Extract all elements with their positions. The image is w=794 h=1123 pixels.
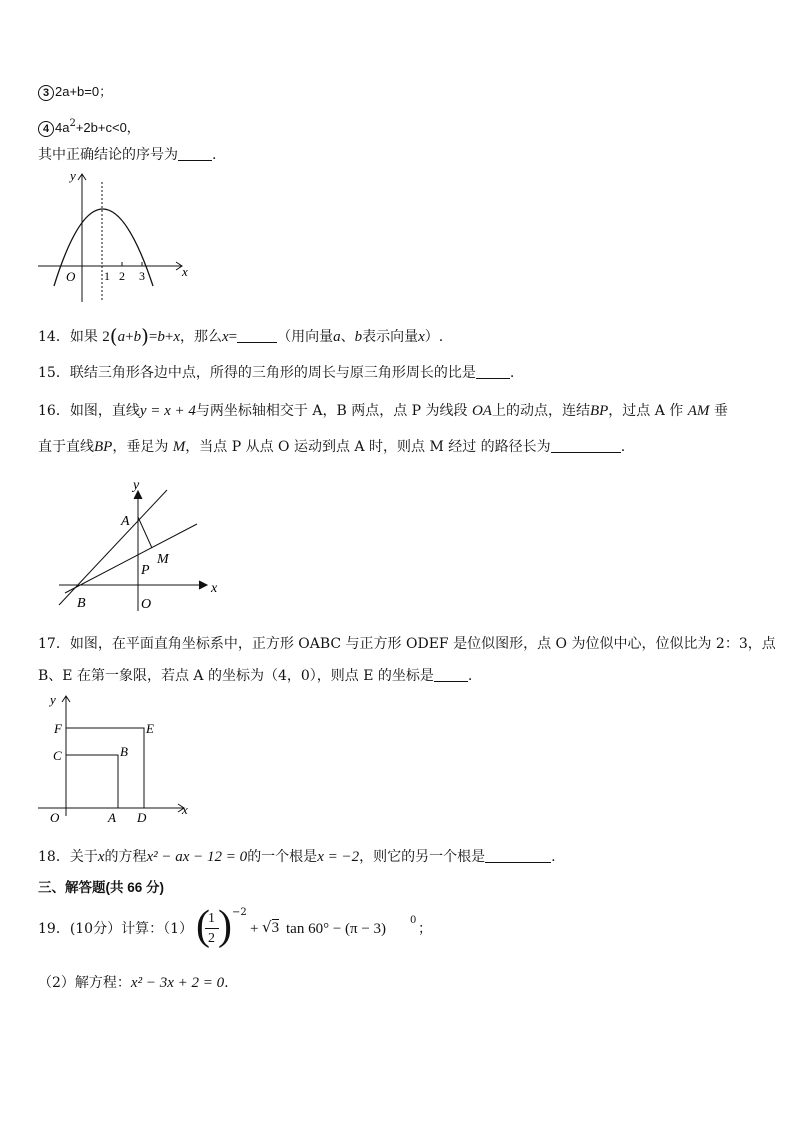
q16-text: ，当点 P 从点 O 运动到点 A 时，则点 M 经过 的路径长为	[185, 439, 551, 455]
question-17-line1	[38, 635, 776, 653]
period: .	[224, 975, 229, 991]
item-3-text: 2a+b=0；	[55, 84, 113, 99]
q16-am: AM	[687, 403, 710, 419]
left-paren: (	[196, 903, 210, 949]
question-15	[38, 364, 514, 382]
square-oabc	[66, 755, 118, 808]
q14-coef: 2	[102, 329, 110, 345]
x-label: x	[211, 581, 218, 596]
q16-text: 上的动点，连结	[491, 403, 590, 419]
item-4-text-a: 4a	[55, 120, 70, 135]
line-bp	[65, 524, 197, 593]
q14-eq2: =	[228, 329, 238, 345]
question-14	[38, 324, 444, 348]
x-axis-arrow	[199, 581, 207, 589]
circled-number: 4	[38, 121, 54, 137]
q14-tail: 表示向量	[362, 329, 419, 345]
q14-paren: （用向量	[277, 329, 334, 345]
line-figure	[55, 475, 225, 615]
q16-text: 与两坐标轴相交于 A，B 两点，点 P 为线段	[195, 403, 468, 419]
vec-b3: b	[354, 329, 363, 345]
period: .	[551, 849, 556, 865]
q19-text: 19．(10分）计算：（1）	[38, 921, 193, 937]
q18-equation: x² − ax − 12 = 0	[146, 849, 248, 865]
answer-blank	[476, 364, 510, 379]
vec-x3: x	[418, 329, 425, 345]
point-e-label: E	[146, 721, 154, 736]
exponent-0: 0	[410, 915, 417, 926]
origin-label: O	[66, 269, 76, 284]
y-label: y	[70, 168, 76, 183]
answer-blank	[485, 848, 551, 863]
period: .	[467, 668, 473, 684]
q14-plus2: +	[164, 329, 174, 345]
q18-text: 的一个根是	[247, 849, 318, 865]
point-p-label: P	[141, 563, 150, 578]
q14-sep: 、	[340, 329, 355, 345]
q14-then: ，那么	[179, 329, 222, 345]
origin-label: O	[50, 810, 60, 825]
q16-oa: OA	[471, 403, 492, 419]
circled-number: 3	[38, 85, 54, 101]
vec-b2: b	[157, 329, 165, 345]
tick-label-3: 3	[139, 269, 145, 283]
q15-text: 15．联结三角形各边中点，所得的三角形的周长与原三角形周长的比是	[38, 365, 476, 381]
q17-text: 17．如图，在平面直角坐标系中，正方形 OABC 与正方形 ODEF 是位似图形，点 O 为位似中心，位似比为 2：3，点	[38, 636, 776, 652]
q14-plus: +	[125, 329, 134, 345]
q18-text: ，则它的另一个根是	[359, 849, 486, 865]
section-title: 三、解答题(共 66 分)	[38, 880, 165, 895]
exponent-neg2: −2	[232, 907, 247, 918]
question-17-line2	[38, 667, 472, 685]
fraction-denominator: 2	[208, 931, 215, 946]
answer-blank	[237, 328, 277, 343]
q16-equation: y = x + 4	[139, 403, 196, 419]
q16-text: 16．如图，直线	[38, 403, 140, 419]
q16-text: ，垂足为	[112, 439, 169, 455]
q14-lparen: (	[109, 324, 118, 348]
question-16-line1	[38, 402, 728, 420]
item-4-sup: 2	[69, 118, 76, 129]
q16-m: M	[172, 439, 186, 455]
fraction-group	[196, 903, 232, 952]
period: .	[620, 439, 626, 455]
vec-a: a	[117, 329, 126, 345]
q16-text: ，过点 A 作	[608, 403, 684, 419]
sqrt-sign: √3	[262, 918, 280, 936]
origin-label: O	[141, 597, 152, 612]
q14-rparen: )	[141, 324, 149, 348]
answer-blank	[178, 146, 212, 161]
period: .	[212, 147, 217, 163]
item-4	[38, 115, 140, 137]
point-f-label: F	[54, 721, 62, 736]
q14-close: ）.	[424, 329, 444, 345]
semicolon: ；	[418, 921, 432, 937]
right-paren: )	[218, 903, 232, 949]
q19-expression: tan 60° − (π − 3)	[286, 921, 387, 937]
parabola-figure	[36, 168, 196, 310]
y-label: y	[133, 478, 140, 493]
question-16-line2	[38, 438, 625, 456]
q16-bp2: BP	[94, 439, 113, 455]
point-a-label: A	[108, 810, 116, 825]
segment-am	[138, 517, 152, 548]
q18-root: x = −2	[317, 849, 360, 865]
q19b-equation: x² − 3x + 2 = 0	[130, 975, 225, 991]
plus-sign: +	[250, 921, 259, 937]
point-b-label: B	[77, 596, 86, 611]
item-3	[38, 83, 112, 101]
answer-blank	[434, 667, 468, 682]
q14-lead: 14．如果	[38, 329, 98, 345]
conclusion-line	[38, 146, 216, 164]
point-b-label: B	[120, 744, 128, 759]
vec-x: x	[173, 329, 180, 345]
point-c-label: C	[53, 748, 62, 763]
point-m-label: M	[157, 552, 169, 567]
conclusion-text: 其中正确结论的序号为	[38, 147, 178, 163]
fraction-numerator: 1	[208, 911, 215, 926]
x-label: x	[182, 264, 188, 279]
sqrt-radicand: 3	[271, 920, 280, 936]
vec-x2: x	[221, 329, 229, 345]
q17-text: B、E 在第一象限，若点 A 的坐标为（4，0），则点 E 的坐标是	[38, 668, 434, 684]
tick-label-1: 1	[104, 269, 110, 283]
tick-label-2: 2	[119, 269, 125, 283]
y-label: y	[50, 692, 56, 707]
question-19-part2	[38, 974, 229, 992]
point-d-label: D	[137, 810, 147, 825]
q14-eq: =	[148, 329, 158, 345]
x-label: x	[182, 802, 188, 817]
q18-text: 的方程	[104, 849, 147, 865]
period: .	[509, 365, 515, 381]
item-4-text-b: +2b+c<0，	[75, 120, 140, 135]
fraction-bar	[205, 928, 219, 929]
vec-b: b	[133, 329, 142, 345]
q19b-text: （2）解方程：	[38, 975, 131, 991]
q16-bp: BP	[589, 403, 609, 419]
squares-figure	[36, 690, 196, 826]
point-a-label: A	[121, 514, 130, 529]
q18-text: 18．关于	[38, 849, 98, 865]
q18-x: x	[97, 849, 105, 865]
q16-text: 直于直线	[38, 439, 94, 455]
question-18	[38, 848, 556, 866]
q16-text: 垂	[713, 403, 728, 419]
vec-a3: a	[333, 329, 341, 345]
square-odef	[66, 728, 144, 808]
answer-blank	[551, 438, 621, 453]
